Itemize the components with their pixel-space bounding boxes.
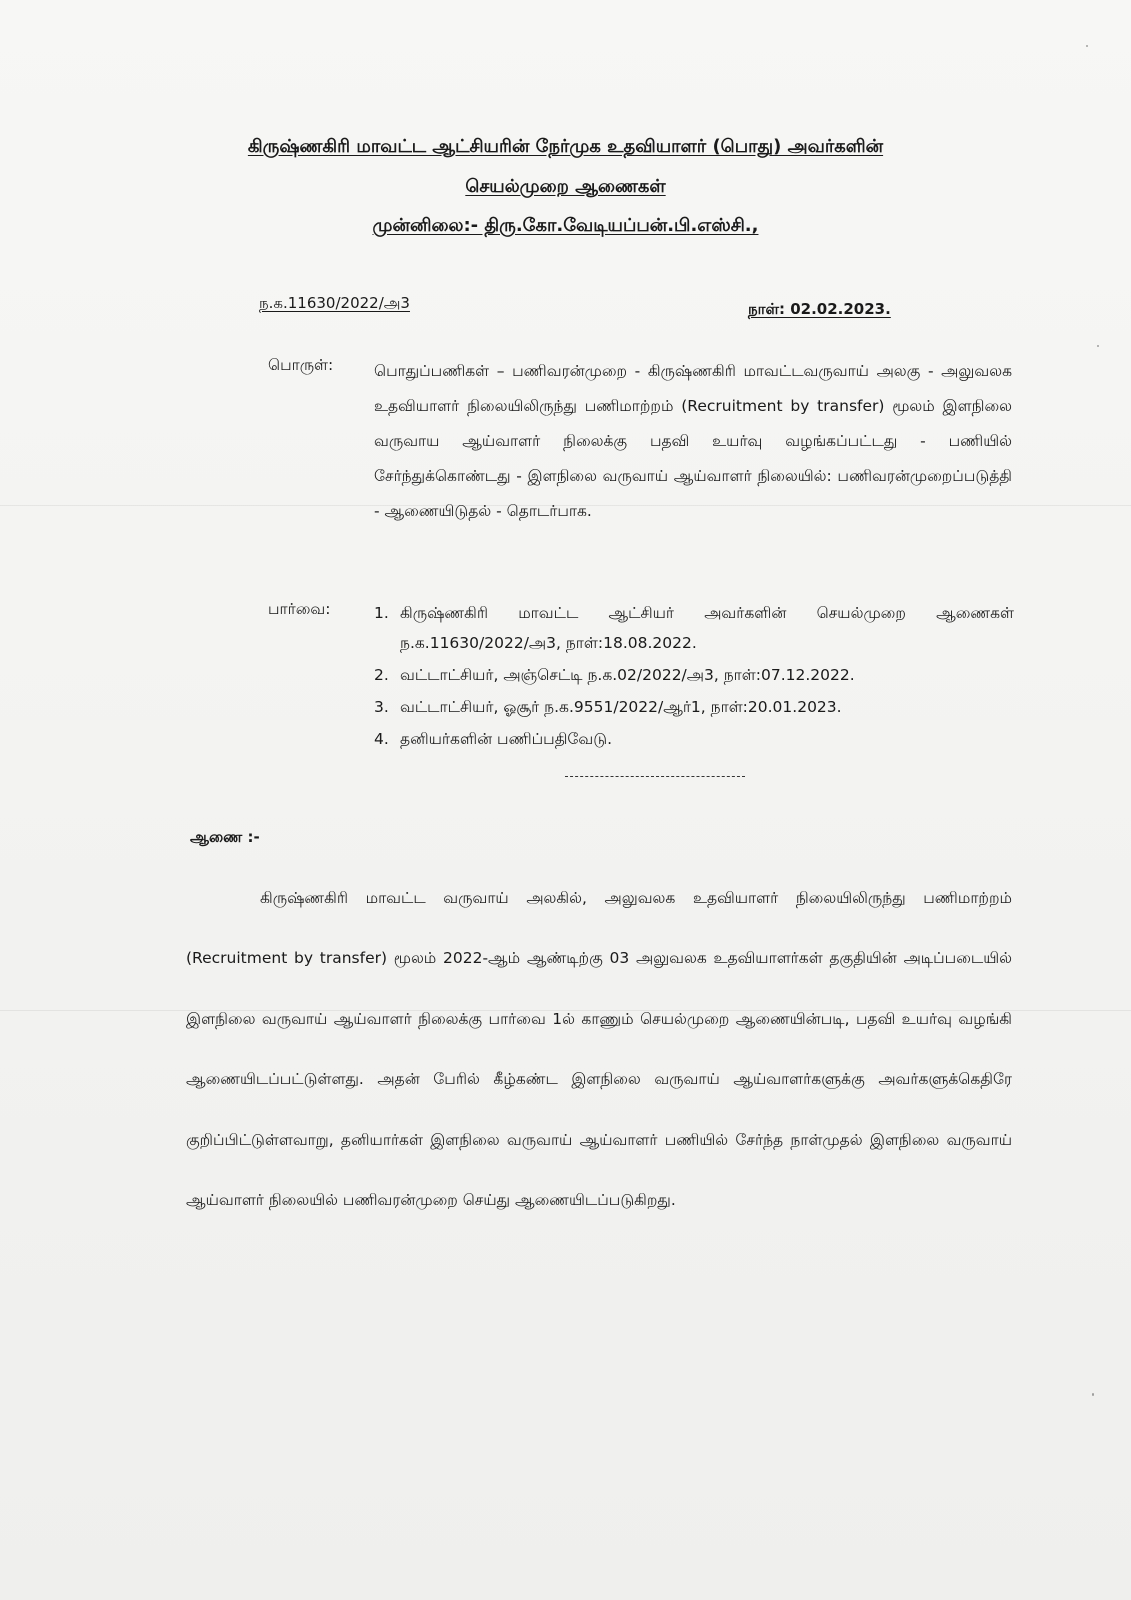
reference-number-label: 2. xyxy=(374,666,389,684)
document-subtitle: செயல்முறை ஆணைகள் xyxy=(465,176,666,197)
presiding-officer: முன்னிலை:- திரு.கோ.வேடியப்பன்.பி.எஸ்சி., xyxy=(372,215,759,236)
reference-number-label: 1. xyxy=(374,604,389,622)
reference-text: கிருஷ்ணகிரி மாவட்ட ஆட்சியர் அவர்களின் செயல்முறை ஆணைகள் ந.க.11630/2022/அ3, நாள்:18.08.2022. xyxy=(400,604,1014,652)
reference-item xyxy=(374,692,1014,722)
references-list xyxy=(374,598,1014,756)
reference-number-label: 3. xyxy=(374,698,389,716)
order-date: நாள்: 02.02.2023. xyxy=(748,300,891,318)
scan-speck xyxy=(1092,1393,1094,1396)
reference-number: ந.க.11630/2022/அ3 xyxy=(259,294,410,312)
subject-label: பொருள்: xyxy=(268,356,334,374)
reference-text: வட்டாட்சியர், அஞ்செட்டி ந.க.02/2022/அ3, நாள்:07.12.2022. xyxy=(400,666,855,684)
reference-number-label: 4. xyxy=(374,730,389,748)
dashed-separator xyxy=(565,776,745,777)
subject-text: பொதுப்பணிகள் – பணிவரன்முறை - கிருஷ்ணகிரி மாவட்டவருவாய் அலகு - அலுவலக உதவியாளர் நிலையிலிருந்து பணிமாற்றம் (Recruitment by transfer) மூலம் இளநிலை வருவாய ஆய்வாளர் நிலைக்கு பதவி உயர்வு வழங்கப்பட்டது - பணியில் சேர்ந்துக்கொண்டது - இளநிலை வருவாய் ஆய்வாளர் நிலையில்: பணிவரன்முறைப்படுத்தி - ஆணையிடுதல் - தொடர்பாக. xyxy=(374,362,1012,520)
references-label: பார்வை: xyxy=(268,600,331,618)
document-title: கிருஷ்ணகிரி மாவட்ட ஆட்சியரின் நேர்முக உதவியாளர் (பொது) அவர்களின் xyxy=(247,136,884,157)
reference-text: தனியர்களின் பணிப்பதிவேடு. xyxy=(400,730,612,748)
reference-text: வட்டாட்சியர், ஓசூர் ந.க.9551/2022/ஆர்1, நாள்:20.01.2023. xyxy=(400,698,842,716)
reference-item xyxy=(374,598,1014,658)
order-body: கிருஷ்ணகிரி மாவட்ட வருவாய் அலகில், அலுவலக உதவியாளர் நிலையிலிருந்து பணிமாற்றம் (Recruitment by transfer) மூலம் 2022-ஆம் ஆண்டிற்கு 03 அலுவலக உதவியாளர்கள் தகுதியின் அடிப்படையில் இளநிலை வருவாய் ஆய்வாளர் நிலைக்கு பார்வை 1ல் காணும் செயல்முறை ஆணையின்படி, பதவி உயர்வு வழங்கி ஆணையிடப்பட்டுள்ளது. அதன் பேரில் கீழ்கண்ட இளநிலை வருவாய் ஆய்வாளர்களுக்கு அவர்களுக்கெதிரே குறிப்பிட்டுள்ளவாறு, தனியார்கள் இளநிலை வருவாய் ஆய்வாளர் பணியில் சேர்ந்த நாள்முதல் இளநிலை வருவாய் ஆய்வாளர் நிலையில் பணிவரன்முறை செய்து ஆணையிடப்படுகிறது. xyxy=(186,889,1012,1210)
scan-speck xyxy=(1097,345,1099,347)
reference-item xyxy=(374,724,1014,754)
order-label: ஆணை :- xyxy=(190,828,260,846)
reference-item xyxy=(374,660,1014,690)
scan-speck xyxy=(1086,45,1088,47)
